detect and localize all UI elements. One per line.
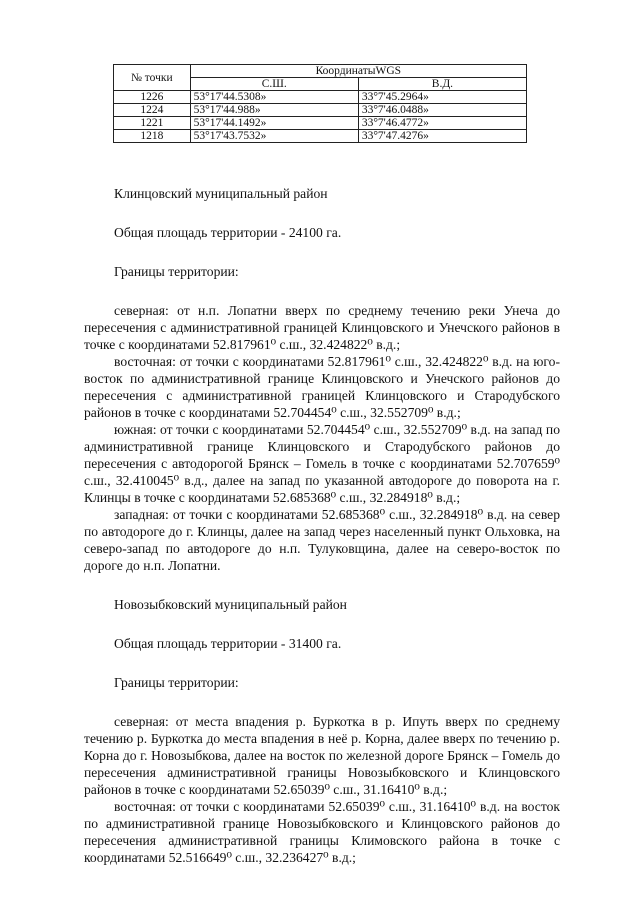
latitude-cell: 53°17'44.988» [190,104,358,117]
document-body [84,185,560,866]
border-east-novozybkov: восточная: от точки с координатами 52.65039⁰ с.ш., 31.16410⁰ в.д. на восток по административной границе Новозыбковского и Клинцовского районов до пересечения административной границы Климовского района в точке с координатами 52.516649⁰ с.ш., 32.236427⁰ в.д.; [84,799,560,865]
header-coordinates: КоординатыWGS [190,65,526,78]
area-novozybkov: Общая площадь территории - 31400 га. [114,636,342,651]
point-number: 1224 [114,104,191,117]
border-south-klintsy: южная: от точки с координатами 52.704454⁰ с.ш., 32.552709⁰ в.д. на запад по административной границе Клинцовского и Стародубского районов до пересечения с автодорогой Брянск – Гомель в точке с координатами 52.707659⁰ с.ш., 32.410045⁰ в.д., далее на запад по указанной автодороге до поворота на г. Клинцы в точке с координатами 52.685368⁰ с.ш., 32.284918⁰ в.д.; [84,422,560,505]
longitude-cell: 33°7'45.2964» [358,91,526,104]
point-number: 1221 [114,117,191,130]
coordinates-table [113,64,527,143]
longitude-cell: 33°7'46.0488» [358,104,526,117]
district-title-novozybkov: Новозыбковский муниципальный район [114,597,347,612]
point-number: 1226 [114,91,191,104]
table-row [114,117,527,130]
border-north-novozybkov: северная: от места впадения р. Буркотка в р. Ипуть вверх по среднему течению р. Буркотка до места впадения в неё р. Корна, далее вверх по течению р. Корна до г. Новозыбкова, далее на восток по железной дороге Брянск – Гомель до пересечения административной границы Новозыбковского и Клинцовского районов в точке с координатами 52.65039⁰ с.ш., 31.16410⁰ в.д.; [84,714,560,797]
header-point-number: № точки [114,65,191,91]
table-row [114,91,527,104]
point-number: 1218 [114,130,191,143]
border-north-klintsy: северная: от н.п. Лопатни вверх по среднему течению реки Унеча до пересечения с административной границей Клинцовского и Унечского районов в точке с координатами 52.817961⁰ с.ш., 32.424822⁰ в.д.; [84,303,560,352]
borders-title-novozybkov: Границы территории: [114,675,239,690]
table-row [114,104,527,117]
latitude-cell: 53°17'44.5308» [190,91,358,104]
longitude-cell: 33°7'47.4276» [358,130,526,143]
latitude-cell: 53°17'44.1492» [190,117,358,130]
area-klintsy: Общая площадь территории - 24100 га. [114,225,342,240]
district-title-klintsy: Клинцовский муниципальный район [114,186,328,201]
longitude-cell: 33°7'46.4772» [358,117,526,130]
table-row [114,130,527,143]
header-longitude: В.Д. [358,78,526,91]
border-east-klintsy: восточная: от точки с координатами 52.817961⁰ с.ш., 32.424822⁰ в.д. на юго-восток по административной границе Клинцовского и Унечского районов до пересечения с административной границей Клинцовского и Стародубского районов в точке с координатами 52.704454⁰ с.ш., 32.552709⁰ в.д.; [84,354,560,420]
latitude-cell: 53°17'43.7532» [190,130,358,143]
header-latitude: С.Ш. [190,78,358,91]
border-west-klintsy: западная: от точки с координатами 52.685368⁰ с.ш., 32.284918⁰ в.д. на север по автодороге до г. Клинцы, далее на запад через населенный пункт Ольховка, на северо-запад по автодороге до н.п. Тулуковщина, далее на северо-восток по дороге до н.п. Лопатни. [84,507,560,573]
borders-title-klintsy: Границы территории: [114,264,239,279]
